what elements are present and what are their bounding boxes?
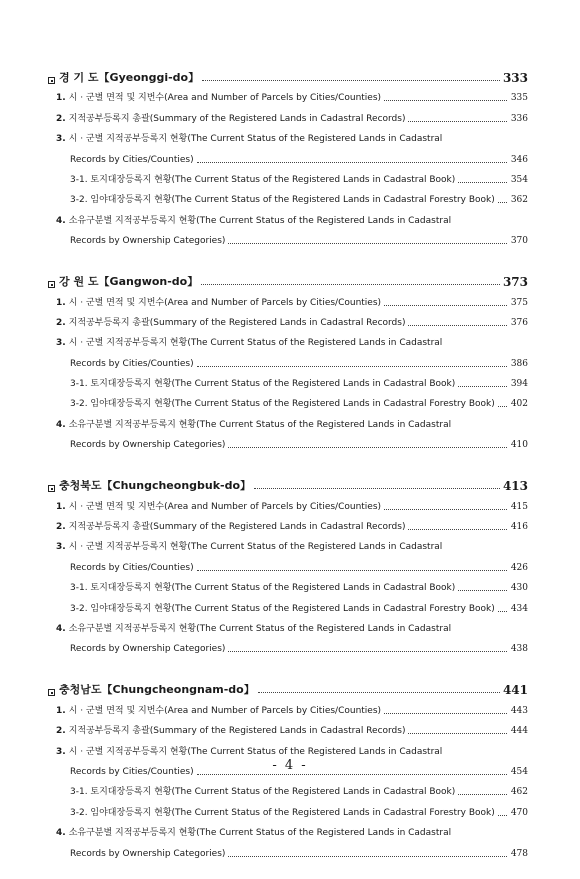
page-ref: 462 bbox=[510, 787, 528, 798]
entry-title: 시 · 군별 면적 및 지번수(Area and Number of Parcels by Cities/Counties) bbox=[68, 297, 382, 308]
entry-title: Records by Cities/Counties) bbox=[70, 358, 194, 369]
entry-title: Records by Ownership Categories) bbox=[70, 440, 226, 451]
dot-leader bbox=[458, 385, 507, 387]
toc-entry[interactable] bbox=[48, 737, 528, 757]
entry-title: Records by Cities/Counties) bbox=[70, 154, 194, 165]
toc-entry[interactable] bbox=[48, 206, 528, 226]
section-title: 충청남도【Chungcheongnam-do】 bbox=[59, 684, 255, 697]
dot-leader bbox=[498, 201, 507, 203]
page-ref: 434 bbox=[510, 603, 528, 614]
toc-entry[interactable] bbox=[48, 798, 528, 818]
entry-title: 소유구분별 지적공부등록지 현황(The Current Status of the Registered Lands in Cadastral bbox=[68, 215, 452, 226]
entry-number: 4. bbox=[56, 215, 66, 226]
section-title: 충청북도【Chungcheongbuk-do】 bbox=[59, 480, 252, 493]
toc-entry[interactable] bbox=[48, 431, 528, 451]
table-of-contents bbox=[48, 62, 528, 879]
entry-title: 시 · 군별 지적공부등록지 현황(The Current Status of the Registered Lands in Cadastral bbox=[68, 134, 443, 145]
toc-entry[interactable] bbox=[48, 166, 528, 186]
entry-number: 1. bbox=[56, 705, 66, 716]
entry-title: 3-1. 토지대장등록지 현황(The Current Status of the Registered Lands in Cadastral Book) bbox=[70, 379, 456, 390]
dot-leader bbox=[408, 120, 507, 122]
entry-title: 소유구분별 지적공부등록지 현황(The Current Status of the Registered Lands in Cadastral bbox=[68, 623, 452, 634]
section-heading[interactable] bbox=[48, 674, 528, 696]
entry-title: Records by Cities/Counties) bbox=[70, 766, 194, 777]
page-ref: 373 bbox=[502, 275, 528, 290]
page-ref: 416 bbox=[510, 522, 528, 533]
dot-leader bbox=[228, 446, 507, 448]
toc-entry[interactable] bbox=[48, 104, 528, 124]
dot-leader bbox=[228, 242, 507, 244]
entry-title: 시 · 군별 지적공부등록지 현황(The Current Status of the Registered Lands in Cadastral bbox=[68, 746, 443, 757]
page-ref: 333 bbox=[502, 71, 528, 85]
toc-entry[interactable] bbox=[48, 390, 528, 410]
entry-number: 3. bbox=[56, 542, 66, 553]
page-ref: 402 bbox=[510, 399, 528, 410]
toc-entry[interactable] bbox=[48, 125, 528, 145]
dot-leader bbox=[458, 589, 507, 591]
toc-entry[interactable] bbox=[48, 329, 528, 349]
page-ref: 370 bbox=[510, 236, 528, 247]
page-ref: 426 bbox=[510, 562, 528, 573]
entry-title: 시 · 군별 면적 및 지번수(Area and Number of Parcels by Cities/Counties) bbox=[68, 705, 382, 716]
entry-number: 2. bbox=[56, 726, 66, 737]
dot-leader bbox=[197, 773, 507, 775]
entry-title: 3-2. 임야대장등록지 현황(The Current Status of the Registered Lands in Cadastral Forestry Book) bbox=[70, 399, 495, 410]
entry-title: 시 · 군별 지적공부등록지 현황(The Current Status of the Registered Lands in Cadastral bbox=[68, 338, 443, 349]
toc-entry[interactable] bbox=[48, 145, 528, 165]
page-ref: 354 bbox=[510, 174, 528, 185]
entry-title: 시 · 군별 면적 및 지번수(Area and Number of Parcels by Cities/Counties) bbox=[68, 501, 382, 512]
page-ref: 386 bbox=[510, 358, 528, 369]
toc-entry[interactable] bbox=[48, 717, 528, 737]
page-ref: 362 bbox=[510, 195, 528, 206]
dot-leader bbox=[228, 650, 507, 652]
page-ref: 430 bbox=[510, 583, 528, 594]
toc-entry[interactable] bbox=[48, 84, 528, 104]
toc-entry[interactable] bbox=[48, 370, 528, 390]
page-ref: 443 bbox=[510, 705, 528, 716]
page-ref: 336 bbox=[510, 113, 528, 124]
toc-entry[interactable] bbox=[48, 227, 528, 247]
page-ref: 478 bbox=[510, 848, 528, 859]
dot-leader bbox=[197, 365, 507, 367]
toc-entry[interactable] bbox=[48, 186, 528, 206]
entry-number: 1. bbox=[56, 297, 66, 308]
entry-title: 3-2. 임야대장등록지 현황(The Current Status of the Registered Lands in Cadastral Forestry Book) bbox=[70, 195, 495, 206]
toc-section bbox=[48, 62, 528, 247]
page-ref: 444 bbox=[510, 726, 528, 737]
square-bullet-icon bbox=[48, 689, 55, 696]
section-heading[interactable] bbox=[48, 62, 528, 84]
entry-number: 4. bbox=[56, 623, 66, 634]
toc-entry[interactable] bbox=[48, 288, 528, 308]
entry-title: Records by Cities/Counties) bbox=[70, 562, 194, 573]
entry-title: 3-2. 임야대장등록지 현황(The Current Status of the Registered Lands in Cadastral Forestry Book) bbox=[70, 807, 495, 818]
dot-leader bbox=[498, 405, 507, 407]
entry-title: 지적공부등록지 총괄(Summary of the Registered Lands in Cadastral Records) bbox=[68, 726, 406, 737]
entry-title: Records by Ownership Categories) bbox=[70, 236, 226, 247]
dot-leader bbox=[408, 732, 507, 734]
toc-entry[interactable] bbox=[48, 492, 528, 512]
dot-leader bbox=[228, 855, 507, 857]
entry-title: 지적공부등록지 총괄(Summary of the Registered Lands in Cadastral Records) bbox=[68, 317, 406, 328]
entry-number: 1. bbox=[56, 93, 66, 104]
toc-entry[interactable] bbox=[48, 696, 528, 716]
entry-title: 지적공부등록지 총괄(Summary of the Registered Lands in Cadastral Records) bbox=[68, 522, 406, 533]
dot-leader bbox=[254, 487, 500, 489]
dot-leader bbox=[197, 569, 507, 571]
dot-leader bbox=[384, 712, 507, 714]
page-ref: 438 bbox=[510, 644, 528, 655]
toc-entry[interactable] bbox=[48, 635, 528, 655]
dot-leader bbox=[384, 508, 507, 510]
toc-entry[interactable] bbox=[48, 309, 528, 329]
entry-title: 시 · 군별 지적공부등록지 현황(The Current Status of the Registered Lands in Cadastral bbox=[68, 542, 443, 553]
page-number: - 4 - bbox=[272, 758, 308, 773]
toc-entry[interactable] bbox=[48, 349, 528, 369]
dot-leader bbox=[408, 324, 507, 326]
toc-entry[interactable] bbox=[48, 553, 528, 573]
entry-title: 지적공부등록지 총괄(Summary of the Registered Lands in Cadastral Records) bbox=[68, 113, 406, 124]
dot-leader bbox=[498, 610, 507, 612]
entry-title: 3-1. 토지대장등록지 현황(The Current Status of the Registered Lands in Cadastral Book) bbox=[70, 583, 456, 594]
entry-number: 3. bbox=[56, 746, 66, 757]
toc-entry[interactable] bbox=[48, 594, 528, 614]
page-ref: 441 bbox=[502, 683, 528, 698]
entry-title: Records by Ownership Categories) bbox=[70, 644, 226, 655]
toc-entry[interactable] bbox=[48, 615, 528, 635]
page-ref: 335 bbox=[510, 93, 528, 104]
section-heading[interactable] bbox=[48, 470, 528, 492]
dot-leader bbox=[408, 528, 507, 530]
dot-leader bbox=[384, 99, 507, 101]
entry-number: 4. bbox=[56, 828, 66, 839]
toc-section bbox=[48, 266, 528, 451]
toc-entry[interactable] bbox=[48, 574, 528, 594]
entry-number: 3. bbox=[56, 134, 66, 145]
entry-title: Records by Ownership Categories) bbox=[70, 848, 226, 859]
square-bullet-icon bbox=[48, 485, 55, 492]
toc-entry[interactable] bbox=[48, 819, 528, 839]
entry-number: 3. bbox=[56, 338, 66, 349]
entry-title: 소유구분별 지적공부등록지 현황(The Current Status of the Registered Lands in Cadastral bbox=[68, 419, 452, 430]
square-bullet-icon bbox=[48, 77, 55, 84]
square-bullet-icon bbox=[48, 281, 55, 288]
entry-title: 시 · 군별 면적 및 지번수(Area and Number of Parcels by Cities/Counties) bbox=[68, 93, 382, 104]
toc-entry[interactable] bbox=[48, 839, 528, 859]
dot-leader bbox=[202, 79, 500, 81]
entry-number: 4. bbox=[56, 419, 66, 430]
toc-entry[interactable] bbox=[48, 533, 528, 553]
toc-entry[interactable] bbox=[48, 410, 528, 430]
page-ref: 375 bbox=[510, 297, 528, 308]
entry-title: 3-2. 임야대장등록지 현황(The Current Status of the Registered Lands in Cadastral Forestry Book) bbox=[70, 603, 495, 614]
section-title: 경 기 도【Gyeonggi-do】 bbox=[59, 72, 200, 84]
page-ref: 346 bbox=[510, 154, 528, 165]
page-ref: 470 bbox=[510, 807, 528, 818]
entry-number: 1. bbox=[56, 501, 66, 512]
page-ref: 394 bbox=[510, 379, 528, 390]
toc-section bbox=[48, 470, 528, 655]
entry-number: 2. bbox=[56, 113, 66, 124]
section-heading[interactable] bbox=[48, 266, 528, 288]
entry-title: 3-1. 토지대장등록지 현황(The Current Status of the Registered Lands in Cadastral Book) bbox=[70, 174, 456, 185]
toc-entry[interactable] bbox=[48, 513, 528, 533]
dot-leader bbox=[458, 793, 507, 795]
dot-leader bbox=[498, 814, 507, 816]
page-ref: 376 bbox=[510, 317, 528, 328]
dot-leader bbox=[258, 691, 500, 693]
dot-leader bbox=[384, 304, 507, 306]
page-ref: 454 bbox=[510, 766, 528, 777]
section-title: 강 원 도【Gangwon-do】 bbox=[59, 276, 199, 289]
toc-entry[interactable] bbox=[48, 778, 528, 798]
dot-leader bbox=[458, 181, 507, 183]
entry-number: 2. bbox=[56, 317, 66, 328]
page-ref: 410 bbox=[510, 440, 528, 451]
dot-leader bbox=[197, 161, 507, 163]
page-ref: 415 bbox=[510, 501, 528, 512]
entry-title: 3-1. 토지대장등록지 현황(The Current Status of the Registered Lands in Cadastral Book) bbox=[70, 787, 456, 798]
entry-number: 2. bbox=[56, 522, 66, 533]
entry-title: 소유구분별 지적공부등록지 현황(The Current Status of the Registered Lands in Cadastral bbox=[68, 828, 452, 839]
dot-leader bbox=[201, 283, 500, 285]
page-ref: 413 bbox=[502, 479, 528, 494]
